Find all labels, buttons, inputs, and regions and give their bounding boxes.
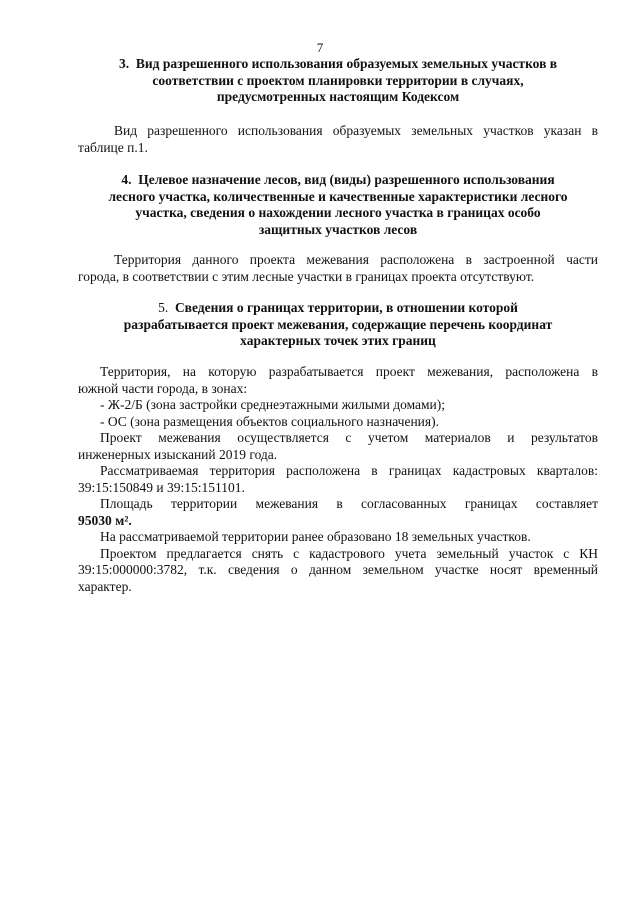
section-4-heading-line3: участка, сведения о нахождении лесного участка в границах особо [135,205,541,220]
section-5-body [78,364,598,595]
section-4-body-line1: Территория данного проекта межевания расположена в застроенной части [114,252,598,267]
section-5-p6-line2: 39:15:000000:3782, т.к. сведения о данном земельном участке носят временный [78,562,598,577]
area-value: 95030 м². [78,512,132,528]
section-5-p6-line3: характер. [78,578,132,594]
section-5-p1-line1: Территория, на которую разрабатывается проект межевания, расположена в [100,364,598,379]
section-3-body-line1: Вид разрешенного использования образуемых земельных участков указан в [114,123,598,138]
section-3-heading-line2: соответствии с проектом планировки территории в случаях, [152,72,524,88]
section-3-body-line2: таблице п.1. [78,139,148,155]
section-3-number: 3. [118,56,130,71]
section-3-title-part1: Вид разрешенного использования образуемых земельных участков в [135,56,558,71]
section-5-p2-line1: Проект межевания осуществляется с учетом материалов и результатов [100,430,598,445]
section-4-heading-line4: защитных участков лесов [258,221,418,237]
section-4-heading-line1 [78,172,598,189]
zone-item-zh2b: - Ж-2/Б (зона застройки среднеэтажными жилыми домами); [100,397,446,412]
section-5-p5-line1: На рассматриваемой территории ранее образовано 18 земельных участков. [100,529,531,544]
section-4-heading-line2: лесного участка, количественные и качественные характеристики лесного [108,188,568,204]
section-5-heading-line3: характерных точек этих границ [240,333,436,348]
section-3-heading-line1 [78,56,598,73]
section-5-number: 5. [158,300,169,315]
section-5-heading-line2: разрабатывается проект межевания, содержащие перечень координат [123,316,553,332]
section-5-p3-line1: Рассматриваемая территория расположена в границах кадастровых кварталов: [100,463,598,478]
section-5-heading [78,300,598,350]
page-number: 7 [316,40,324,55]
section-5-p2-line2: инженерных изысканий 2019 года. [78,446,278,462]
section-4-body-line2: города, в соответствии с этим лесные участки в границах проекта отсутствуют. [78,268,535,284]
section-4-title-part1: Целевое назначение лесов, вид (виды) разрешенного использования [138,172,555,187]
section-3-heading-line3: предусмотренных настоящим Кодексом [216,89,460,104]
section-5-p6-line1: Проектом предлагается снять с кадастрового учета земельный участок с КН [100,545,598,561]
section-3-heading [78,56,598,106]
section-5-p3-line2: 39:15:150849 и 39:15:151101. [78,479,245,495]
section-4-number: 4. [121,172,132,187]
zone-item-os: - ОС (зона размещения объектов социального назначения). [100,413,439,429]
section-4-heading [78,172,598,238]
section-4-body [78,252,598,285]
section-5-title-part1: Сведения о границах территории, в отношении которой [174,300,518,315]
section-5-p4-line1: Площадь территории межевания в согласованных границах составляет [100,496,598,511]
section-5-p4-line2 [78,513,598,530]
section-5-p1-line2: южной части города, в зонах: [78,380,248,396]
section-3-body [78,123,598,156]
section-5-heading-line1 [78,300,598,317]
